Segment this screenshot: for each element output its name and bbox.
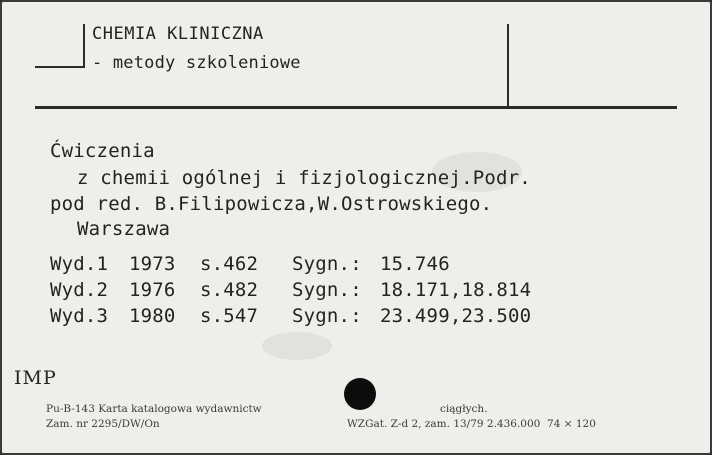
entry-line-2: z chemii ogólnej i fizjologicznej.Podr. [77, 167, 531, 189]
edition-sygnature: 18.171,18.814 [380, 279, 532, 301]
imp-mark: IMP [14, 367, 57, 389]
footer-print-line-2: Zam. nr 2295/DW/On [46, 418, 160, 430]
subject-heading: CHEMIA KLINICZNA [92, 24, 264, 44]
edition-year: 1976 [129, 279, 176, 301]
entry-title: Ćwiczenia [50, 140, 155, 162]
edition-number: Wyd.3 [50, 305, 109, 327]
edition-sygnature: 23.499,23.500 [380, 305, 532, 327]
entry-line-3: pod red. B.Filipowicza,W.Ostrowskiego. [50, 193, 493, 215]
header-bottom-rule [35, 106, 677, 109]
paper-stain [262, 332, 332, 360]
subject-subheading: - metody szkoleniowe [92, 53, 301, 73]
edition-sygnature: 15.746 [380, 253, 450, 275]
edition-pages: s.547 [200, 305, 259, 327]
edition-sygn-label: Sygn.: [292, 253, 362, 275]
footer-print-line-1-end: ciągłych. [440, 403, 488, 415]
edition-year: 1973 [129, 253, 176, 275]
edition-pages: s.482 [200, 279, 259, 301]
edition-number: Wyd.2 [50, 279, 109, 301]
edition-pages: s.462 [200, 253, 259, 275]
footer-print-line-1: Pu-B-143 Karta katalogowa wydawnictw [46, 403, 262, 415]
header-short-rule [35, 66, 83, 68]
header-vertical-rule-right [507, 24, 509, 108]
edition-sygn-label: Sygn.: [292, 279, 362, 301]
edition-number: Wyd.1 [50, 253, 109, 275]
header-vertical-rule-left [83, 24, 85, 68]
entry-place: Warszawa [77, 218, 171, 240]
edition-sygn-label: Sygn.: [292, 305, 362, 327]
footer-print-line-2-right: WZGat. Z-d 2, zam. 13/79 2.436.000 74 × 120 [347, 418, 596, 430]
edition-year: 1980 [129, 305, 176, 327]
card-punch-hole [344, 378, 376, 410]
